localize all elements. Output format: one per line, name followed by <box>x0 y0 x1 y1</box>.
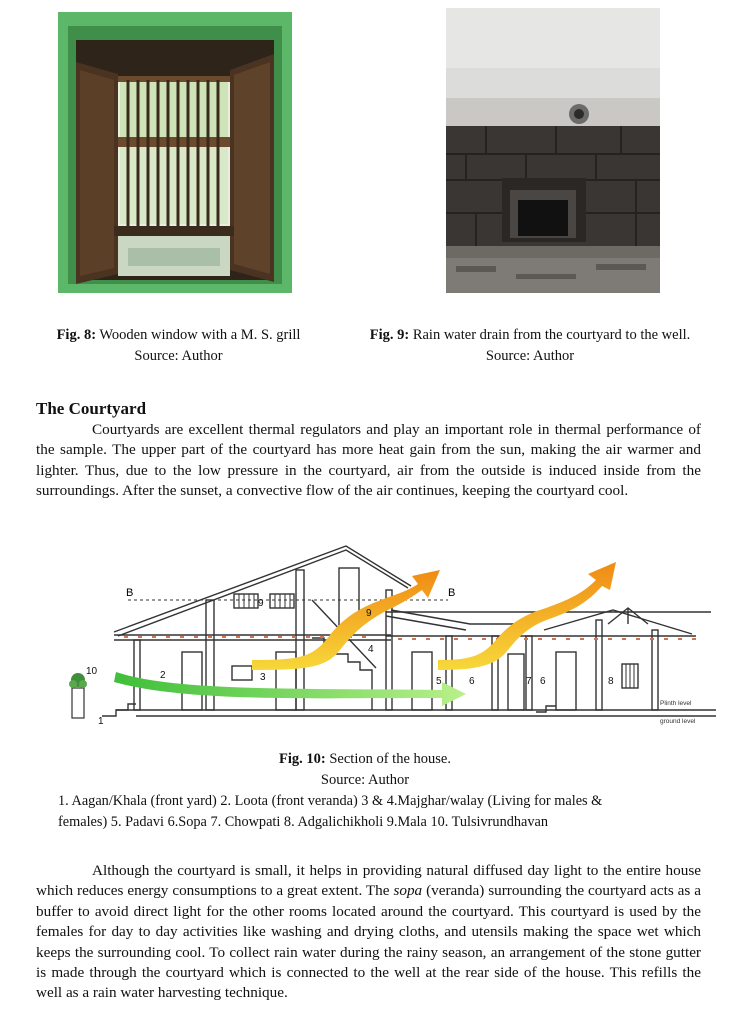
house-section-svg <box>56 540 716 730</box>
paragraph-2-part-2: (veranda) surrounding the courtyard acts as a buffer to avoid direct light for the other rooms located around the courtyard. This courtyard is used by the females for day to day activities like washing and drying cloths, and utensils making the space wet which keeps the surrounding cool. To collect rain water during the rainy season, an arrangement of the stone gutter is made through the courtyard which is connected to the well at the rear side of the house. This refills the well as a rain water harvesting technique. <box>36 882 701 1002</box>
sopa-italic: sopa <box>393 882 423 900</box>
marker-b-right: B <box>448 587 456 599</box>
fig8-label: Fig. 8: <box>56 327 97 343</box>
fig9-source: Source: Author <box>485 348 575 364</box>
fig10-legend-line-1: 1. Aagan/Khala (front yard) 2. Loota (front veranda) 3 & 4.Majghar/walay (Living for males & <box>58 793 603 809</box>
num-10: 10 <box>86 666 98 677</box>
fig8-caption <box>36 325 321 367</box>
num-3: 3 <box>260 672 266 683</box>
orange-airflow-arrow-right <box>438 562 616 670</box>
fig9-caption <box>345 325 715 367</box>
fig10-label: Fig. 10: <box>279 751 326 767</box>
fig10-caption <box>180 749 550 791</box>
fig10-legend <box>58 791 698 833</box>
paragraph-2 <box>36 861 701 1004</box>
drain-image <box>446 8 660 293</box>
wooden-window-image <box>58 12 292 293</box>
num-5: 5 <box>436 676 442 687</box>
tulsi-plant-icon <box>69 673 87 718</box>
num-9-b: 9 <box>366 608 372 619</box>
marker-b-left: B <box>126 587 134 599</box>
num-7: 7 <box>526 676 532 687</box>
fig9-photo-rain-water-drain <box>446 8 660 293</box>
fig8-caption-text: Wooden window with a M. S. grill <box>99 327 301 343</box>
num-6-a: 6 <box>469 676 475 687</box>
num-9-a: 9 <box>258 598 264 609</box>
num-1: 1 <box>98 716 104 727</box>
paragraph-2-part-1: Although the courtyard is small, it helps in providing natural diffused day light to the entire house which reduces energy consumptions to a great extent. The <box>36 862 701 900</box>
section-heading: The Courtyard <box>36 399 147 418</box>
plinth-level-label: Plinth level <box>660 700 692 707</box>
fig10-legend-line-2: females) 5. Padavi 6.Sopa 7. Chowpati 8. Adgalichikholi 9.Mala 10. Tulsivrundhavan <box>58 814 549 830</box>
green-airflow-arrow <box>114 672 466 706</box>
fig9-label: Fig. 9: <box>369 327 410 343</box>
fig10-caption-text: Section of the house. <box>329 751 451 767</box>
fig9-caption-text: Rain water drain from the courtyard to the well. <box>412 327 691 343</box>
num-6-b: 6 <box>540 676 546 687</box>
ground-level-label: ground level <box>660 718 696 725</box>
fig10-section-drawing <box>56 540 716 730</box>
fig8-photo-wooden-window <box>58 12 292 293</box>
fig8-source: Source: Author <box>134 348 223 364</box>
fig10-source: Source: Author <box>320 772 410 788</box>
num-8: 8 <box>608 676 614 687</box>
paragraph-1: Courtyards are excellent thermal regulators and play an important role in thermal performance of the sample. The upper part of the courtyard has more heat gain from the sun, making the air warmer and lighter. Thus, due to the low pressure in the courtyard, air from the outside is induced inside from the surroundings. After the sunset, a convective flow of the air continues, keeping the courtyard cool. <box>36 421 701 500</box>
num-4: 4 <box>368 644 374 655</box>
num-2: 2 <box>160 670 166 681</box>
